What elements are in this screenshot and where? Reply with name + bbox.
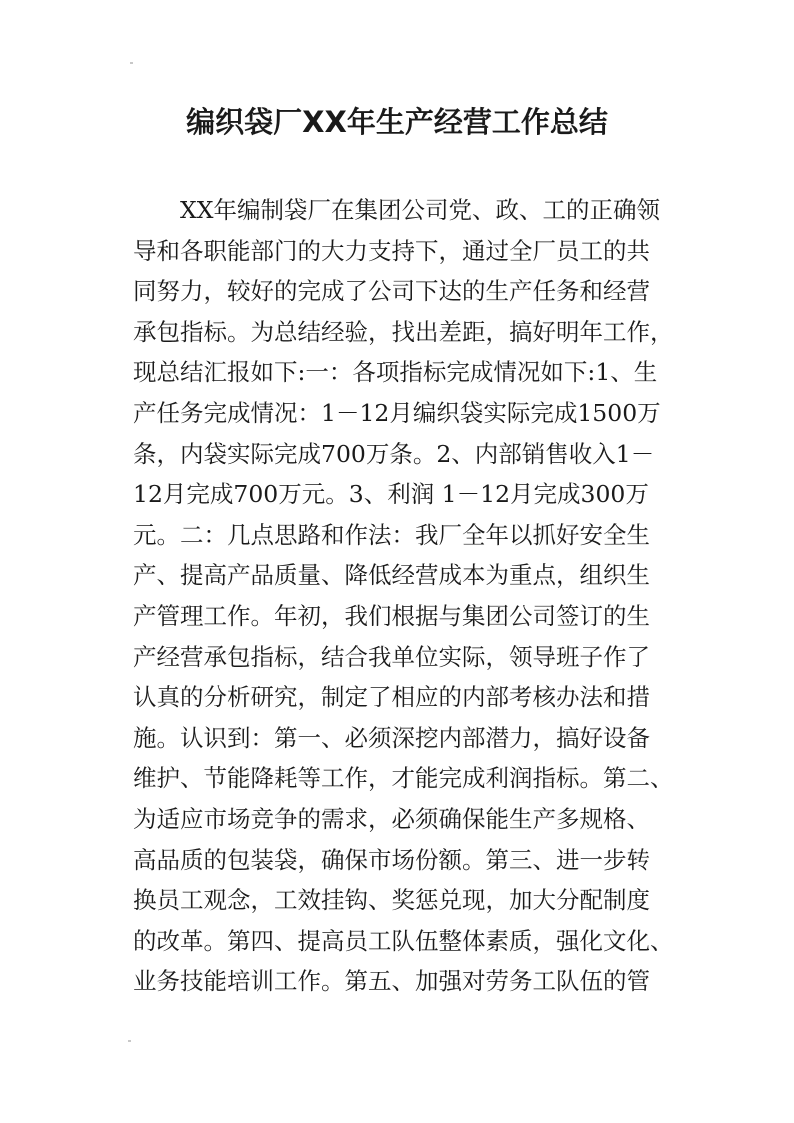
body-line: 产、提高产品质量、降低经营成本为重点，组织生 [133, 561, 650, 590]
body-line: 为适应市场竞争的需求，必须确保能生产多规格、 [133, 804, 650, 833]
corner-mark-bottom [128, 1040, 131, 1042]
body-line: 同努力，较好的完成了公司下达的生产任务和经营 [133, 277, 650, 306]
body-line: 高品质的包装袋，确保市场份额。第三、进一步转 [133, 845, 650, 874]
body-line: 元。二：几点思路和作法：我厂全年以抓好安全生 [133, 520, 650, 549]
body-line: XX年编制袋厂在集团公司党、政、工的正确领 [180, 196, 660, 224]
body-line: 认真的分析研究，制定了相应的内部考核办法和措 [133, 683, 650, 712]
body-line: 导和各职能部门的大力支持下，通过全厂员工的共 [133, 236, 650, 265]
body-line: 的改革。第四、提高员工队伍整体素质，强化文化、 [133, 926, 674, 955]
body-line: 维护、节能降耗等工作，才能完成利润指标。第二、 [133, 764, 674, 793]
body-line: 产经营承包指标，结合我单位实际，领导班子作了 [133, 642, 650, 671]
body-line: 12月完成700万元。3、利润 1－12月完成300万 [133, 480, 649, 509]
body-line: 条，内袋实际完成700万条。2、内部销售收入1－ [133, 439, 655, 468]
body-line: 产任务完成情况：1－12月编织袋实际完成1500万 [133, 398, 661, 427]
body-line: 业务技能培训工作。第五、加强对劳务工队伍的管 [133, 967, 650, 996]
document-body [133, 190, 674, 1002]
document-title: 编织袋厂XX年生产经营工作总结 [186, 105, 608, 139]
body-line: 现总结汇报如下:一：各项指标完成情况如下:1、生 [133, 358, 658, 387]
body-line: 产管理工作。年初，我们根据与集团公司签订的生 [133, 601, 650, 630]
corner-mark-top [130, 62, 133, 64]
body-line: 换员工观念，工效挂钩、奖惩兑现，加大分配制度 [133, 886, 650, 915]
body-line: 承包指标。为总结经验，找出差距，搞好明年工作， [133, 317, 674, 346]
body-line: 施。认识到：第一、必须深挖内部潜力，搞好设备 [133, 723, 650, 752]
